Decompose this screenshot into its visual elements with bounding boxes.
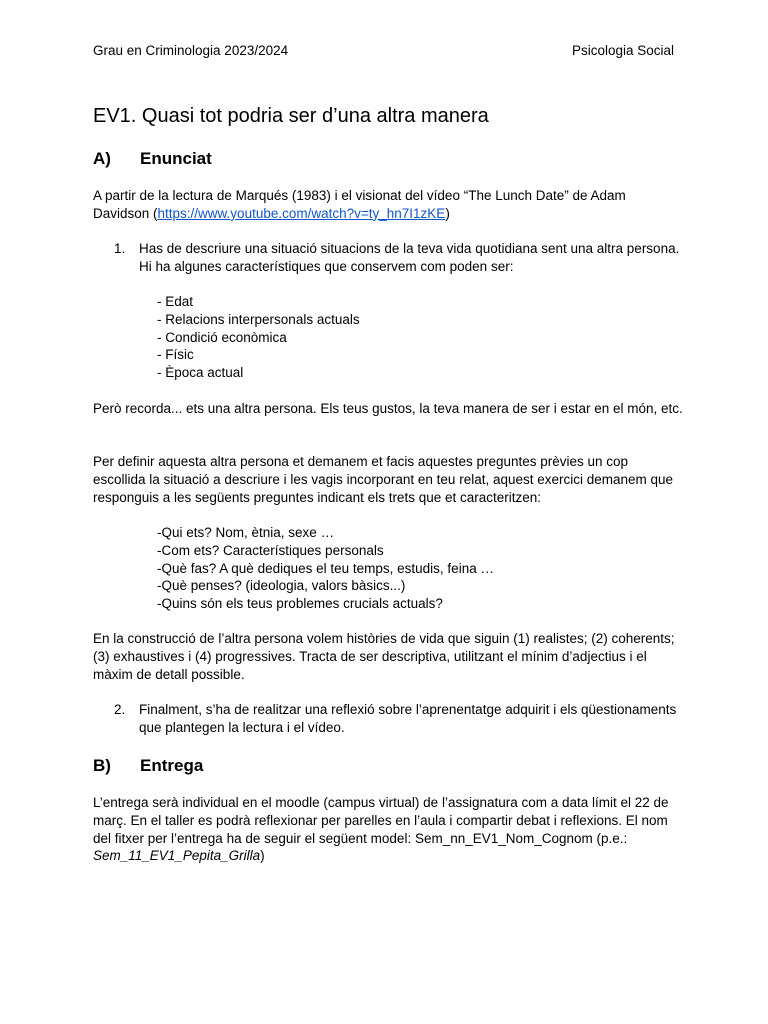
filename-example: Sem_11_EV1_Pepita_Grilla <box>93 848 261 864</box>
page-title: EV1. Quasi tot podria ser d’una altra manera <box>93 105 489 127</box>
item-1-marker: 1. <box>114 241 126 256</box>
delivery-text-end: ) <box>260 848 265 864</box>
item-2-marker: 2. <box>114 702 126 717</box>
list-item: - Relacions interpersonals actuals <box>157 311 360 327</box>
construction-paragraph: En la construcció de l’altra persona volem històries de vida que siguin (1) realistes; (2) coherents; (3) exhaustives i (4) progressives. Tracta de ser descriptiva, utilitzant el mínim d’adjectius i el màxim de detall possible. <box>93 631 675 682</box>
list-item: -Què penses? (ideologia, valors bàsics...) <box>157 578 406 594</box>
item-1-text: Has de descriure una situació situacions de la teva vida quotidiana sent una altra persona. Hi ha algunes característiques que conservem com poden ser: <box>139 241 680 274</box>
youtube-link[interactable]: https://www.youtube.com/watch?v=ty_hn7I1zKE <box>157 205 446 221</box>
define-paragraph: Per definir aquesta altra persona et demanem et facis aquestes preguntes prèvies un cop escollida la situació a descriure i les vagis incorporant en teu relat, aquest exercici demanem que responguis a les següents preguntes indicant els trets que et caracteritzen: <box>93 454 674 505</box>
intro-paragraph <box>93 187 683 223</box>
header-course: Grau en Criminologia 2023/2024 <box>93 43 289 58</box>
list-item: - Físic <box>157 347 194 363</box>
delivery-paragraph <box>93 794 683 865</box>
remember-paragraph: Però recorda... ets una altra persona. Els teus gustos, la teva manera de ser i estar en el món, etc. <box>93 401 683 416</box>
questions-list <box>157 524 494 613</box>
section-a-heading <box>93 148 212 170</box>
item-2-text: Finalment, s’ha de realitzar una reflexió sobre l’aprenentatge adquirit i els qüestionaments que plantegen la lectura i el vídeo. <box>139 702 677 735</box>
list-item: -Quins són els teus problemes crucials actuals? <box>157 596 443 612</box>
section-a-number: A) <box>93 149 111 168</box>
section-b-title: Entrega <box>140 756 204 775</box>
delivery-text: L’entrega serà individual en el moodle (campus virtual) de l’assignatura com a data límit el 22 de març. En el taller es podrà reflexionar per parelles en l’aula i compartir debat i reflexions. El nom del fitxer per l’entrega ha de seguir el següent model: Sem_nn_EV1_Nom_Cognom (p.e.: <box>93 795 669 846</box>
list-item: - Edat <box>157 294 194 309</box>
header-subject: Psicologia Social <box>571 43 674 58</box>
section-a-title: Enunciat <box>140 149 212 168</box>
section-b-heading <box>93 755 203 777</box>
characteristics-list <box>157 293 360 382</box>
list-item: - Condició econòmica <box>157 329 287 345</box>
intro-text: A partir de la lectura de Marqués (1983) i el visionat del vídeo “The Lunch Date” de Adam Davidson ( <box>93 188 626 221</box>
list-item: - Època actual <box>157 365 244 381</box>
section-b-number: B) <box>93 756 111 775</box>
list-item: -Com ets? Característiques personals <box>157 542 384 558</box>
intro-text-end: ) <box>445 205 450 221</box>
list-item: -Qui ets? Nom, ètnia, sexe … <box>157 525 335 540</box>
list-item: -Què fas? A què dediques el teu temps, estudis, feina … <box>157 560 494 576</box>
